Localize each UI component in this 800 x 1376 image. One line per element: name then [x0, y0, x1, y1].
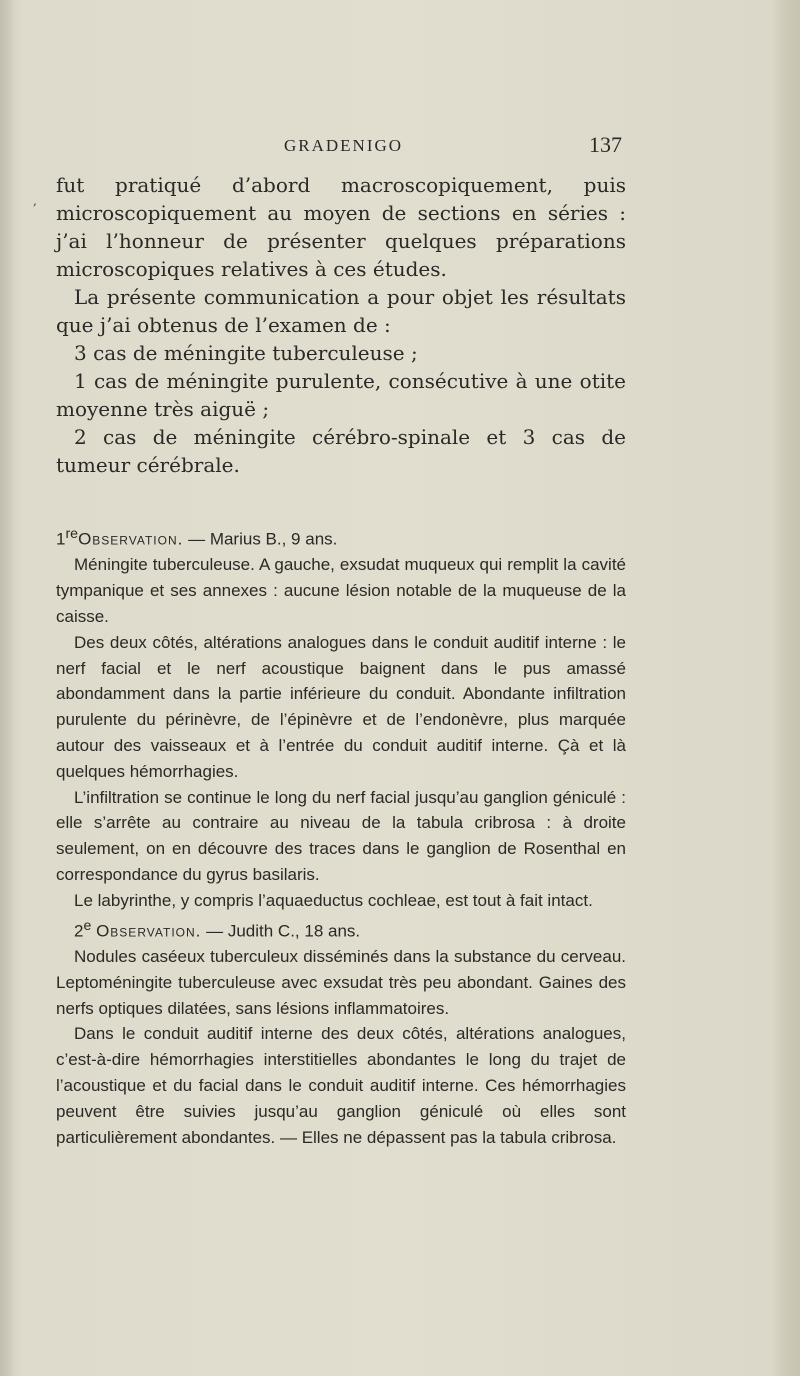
observations	[56, 522, 626, 1150]
paragraph-intro: fut pratiqué d’abord macroscopiquement, puis microscopiquement au moyen de sections en séries : j’ai l’honneur de présenter quelques préparations microscopiques relatives à ces études.	[56, 173, 626, 281]
page-right-edge	[772, 0, 800, 1376]
case-item-purulente: 1 cas de méningite purulente, consécutive à une otite moyenne très aiguë ;	[56, 369, 626, 421]
observation-1-paragraph-2: Des deux côtés, altérations analogues dans le conduit auditif interne : le nerf facial et le nerf acoustique baignent dans le pus amassé abondamment dans la partie inférieure du conduit. Abondante infiltration purulente du périnèvre, de l’épinèvre et de l’endonèvre, plus marquée autour des vaisseaux et à l’entrée du conduit auditif interne. Çà et là quelques hémorrhagies.	[56, 632, 626, 781]
observation-1-paragraph-1: Méningite tuberculeuse. A gauche, exsudat muqueux qui remplit la cavité tympanique et ses annexes : aucune lésion notable de la muqueuse de la caisse.	[56, 555, 626, 627]
observation-2-paragraph-1: Nodules caséeux tuberculeux disséminés dans la substance du cerveau. Leptoméningite tuberculeuse avec exsudat très peu abondant. Gaines des nerfs optiques dilatées, sans lésions inflammatoires.	[56, 947, 626, 1018]
main-text	[56, 171, 626, 479]
observation-2-number: 2	[74, 921, 84, 941]
observation-1-ordinal: re	[65, 526, 79, 542]
observation-1-paragraph-3: L’infiltration se continue le long du nerf facial jusqu’au ganglion géniculé : elle s’arrête au contraire au niveau de la tabula cribrosa : à droite seulement, on en découvre des traces dans le ganglion de Rosenthal en correspondance du gyrus basilaris.	[56, 787, 626, 885]
observation-2-label: Observation.	[96, 921, 202, 941]
observation-1-subject: — Marius B., 9 ans.	[183, 529, 338, 549]
observation-1-heading	[56, 522, 626, 552]
observation-2-heading	[56, 914, 626, 944]
observation-1-paragraph-4: Le labyrinthe, y compris l’aquaeductus cochleae, est tout à fait intact.	[74, 890, 593, 910]
observation-2-paragraph-2: Dans le conduit auditif interne des deux côtés, altérations analogues, c’est-à-dire hémorrhagies interstitielles abondantes le long du trajet de l’acoustique et du facial dans le conduit auditif interne. Ces hémorrhagies peuvent être suivies jusqu’au ganglion géniculé où elles sont particulièrement abondantes. — Elles ne dépassent pas la tabula cribrosa.	[56, 1024, 626, 1147]
observation-2-subject: — Judith C., 18 ans.	[201, 921, 361, 941]
case-item-tuberculeuse: 3 cas de méningite tuberculeuse ;	[74, 341, 418, 365]
case-item-cerebro-spinale: 2 cas de méningite cérébro-spinale et 3 cas de tumeur cérébrale.	[56, 425, 626, 477]
margin-mark: ,	[33, 194, 37, 208]
observation-2-ordinal: e	[83, 917, 92, 934]
page-header	[56, 132, 626, 160]
paragraph-communication: La présente communication a pour objet les résultats que j’ai obtenus de l’examen de :	[56, 285, 626, 337]
page-number: 137	[589, 132, 622, 157]
page-left-edge	[0, 0, 14, 1376]
running-title: GRADENIGO	[284, 136, 404, 155]
observation-1-number: 1	[56, 529, 66, 549]
observation-1-label: Observation.	[78, 529, 184, 549]
